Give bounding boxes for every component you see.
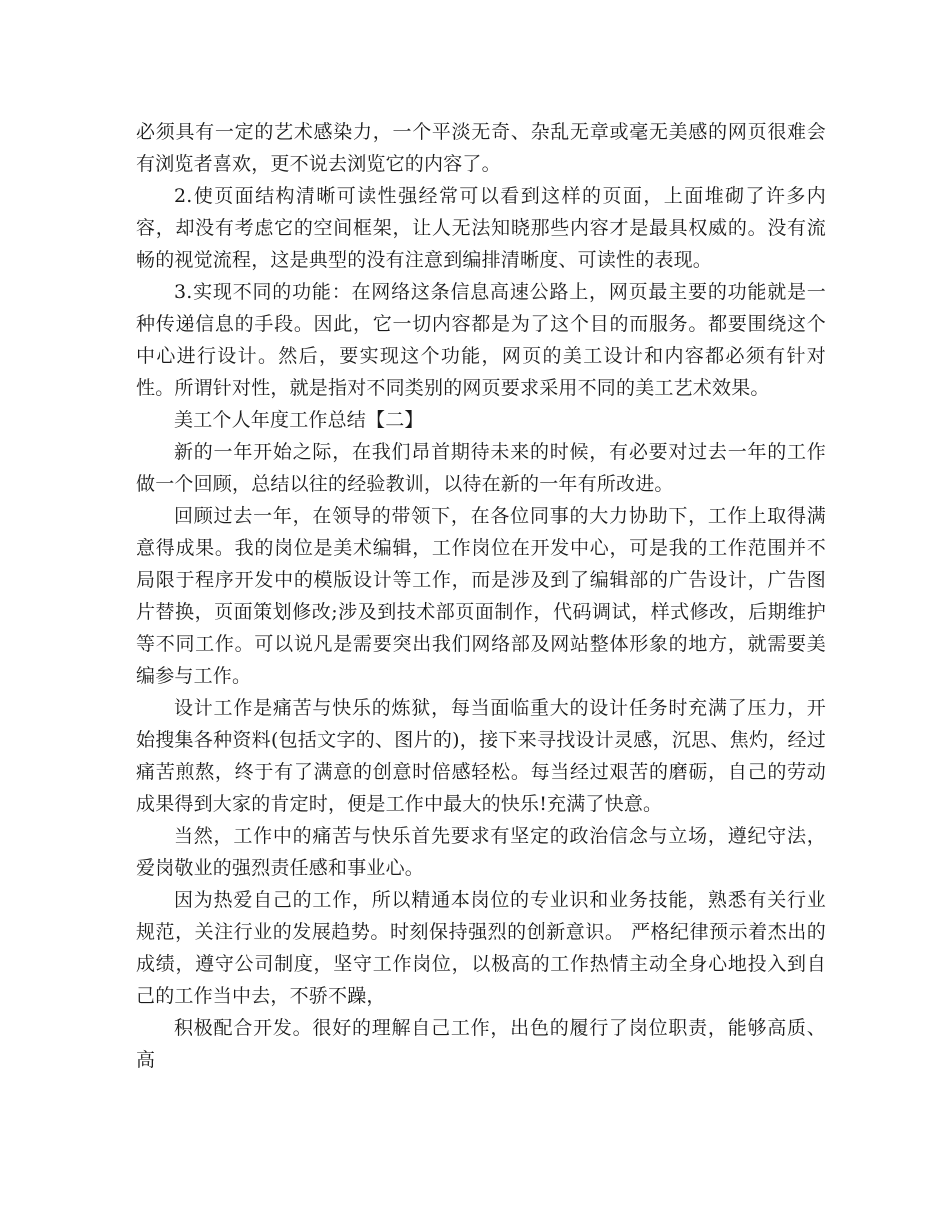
paragraph-point-2: 2.使页面结构清晰可读性强经常可以看到这样的页面，上面堆砌了许多内容，却没有考虑它的空间框架，让人无法知晓那些内容才是最具权威的。没有流畅的视觉流程，这是典型的没有注意到编排清晰度、可读性的表现。: [136, 185, 826, 271]
section-heading: 美工个人年度工作总结【二】: [174, 409, 424, 431]
paragraph-belief: 当然，工作中的痛苦与快乐首先要求有坚定的政治信念与立场，遵纪守法，爱岗敬业的强烈责任感和事业心。: [136, 825, 826, 879]
paragraph-review: 回顾过去一年，在领导的带领下，在各位同事的大力协助下，工作上取得满意得成果。我的岗位是美术编辑，工作岗位在开发中心，可是我的工作范围并不局限于程序开发中的模版设计等工作，而是涉及到了编辑部的广告设计，广告图片替换，页面策划修改;涉及到技术部页面制作，代码调试，样式修改，后期维护等不同工作。可以说凡是需要突出我们网络部及网站整体形象的地方，就需要美编参与工作。: [136, 505, 826, 687]
paragraph-point-3: 3.实现不同的功能：在网络这条信息高速公路上，网页最主要的功能就是一种传递信息的手段。因此，它一切内容都是为了这个目的而服务。都要围绕这个中心进行设计。然后，要实现这个功能，网页的美工设计和内容都必须有针对性。所谓针对性，就是指对不同类别的网页要求采用不同的美工艺术效果。: [136, 281, 826, 399]
paragraph-design-work: 设计工作是痛苦与快乐的炼狱，每当面临重大的设计任务时充满了压力，开始搜集各种资料(包括文字的、图片的)，接下来寻找设计灵感，沉思、焦灼，经过痛苦煎熬，终于有了满意的创意时倍感轻松。每当经过艰苦的磨砺，自己的劳动成果得到大家的肯定时，便是工作中最大的快乐!充满了快意。: [136, 697, 826, 815]
paragraph-continued: 必须具有一定的艺术感染力，一个平淡无奇、杂乱无章或毫无美感的网页很难会有浏览者喜欢，更不说去浏览它的内容了。: [136, 121, 826, 175]
paragraph-passion: 因为热爱自己的工作，所以精通本岗位的专业识和业务技能，熟悉有关行业规范，关注行业的发展趋势。时刻保持强烈的创新意识。 严格纪律预示着杰出的成绩，遵守公司制度，坚守工作岗位，以极高的工作热情主动全身心地投入到自己的工作当中去，不骄不躁，: [136, 889, 826, 1007]
paragraph-cooperation: 积极配合开发。很好的理解自己工作，出色的履行了岗位职责，能够高质、高: [136, 1017, 826, 1071]
document-body: [136, 116, 826, 1076]
paragraph-intro: 新的一年开始之际，在我们昂首期待未来的时候，有必要对过去一年的工作做一个回顾，总结以往的经验教训，以待在新的一年有所改进。: [136, 441, 826, 495]
